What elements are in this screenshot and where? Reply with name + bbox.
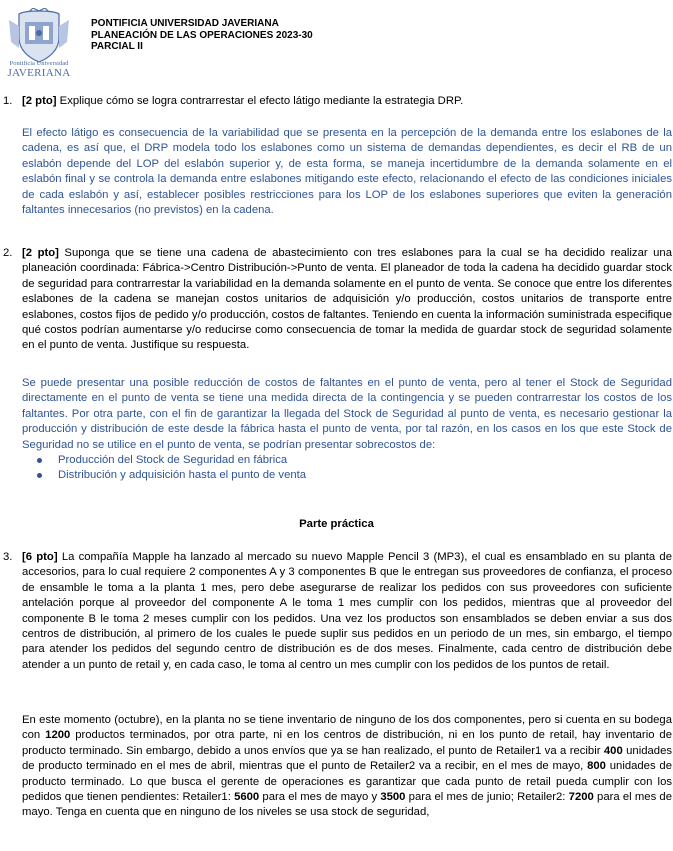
logo-line2: JAVERIANA: [7, 67, 71, 79]
question-2-text: [22, 246, 672, 354]
question-1-number: 1.: [3, 95, 13, 107]
question-3-points: [6 pto]: [22, 551, 58, 563]
answer-2-text: Se puede presentar una posible reducción de costos de faltantes en el punto de venta, pero al tener el Stock de Seguridad directamente en el punto de venta se tiene una medida directa de la contingencia y se pueden contrarrestar los costos de los faltantes. Por otra parte, con el fin de garantizar la llegada del Stock de Seguridad al punto de venta, es necesario gestionar la producción y distribución de este desde la fábrica hasta el punto de venta, por tal razón, en los casos en los que este Stock de Seguridad no se utilice en el punto de venta, se podrían presentar sobrecostos de:: [22, 377, 672, 451]
question-1-prompt: Explique cómo se logra contrarrestar el efecto látigo mediante la estrategia DRP.: [56, 95, 464, 107]
question-2-number: 2.: [3, 247, 13, 259]
value-3500: 3500: [380, 791, 406, 804]
text-segment: para el mes de junio; Retailer2:: [405, 791, 569, 804]
logo-line1: Pontificia Universidad: [9, 60, 69, 67]
text-segment: productos terminados, por otra parte, ni en los centros de distribución, ni en los punto de retail, hay inventario de producto terminado. Sin embargo, debido a unos envíos que ya se han realizado, el punto de Retailer1 va a recibir: [22, 729, 672, 757]
bullet-item: Producción del Stock de Seguridad en fábrica: [22, 453, 672, 468]
text-segment: para el mes de mayo. Tenga en cuenta que en ninguno de los niveles se usa stock de seguridad,: [22, 791, 672, 819]
text-segment: unidades de producto terminado en el mes de abril, mientras que el punto de Retailer2 va a recibir, en el mes de mayo,: [22, 744, 672, 773]
exam-name: PARCIAL II: [91, 41, 143, 52]
question-1-text: [22, 94, 672, 109]
question-2-prompt: Suponga que se tiene una cadena de abastecimiento con tres eslabones para la cual se ha decidido realizar una planeación coordinada: Fábrica->Centro Distribución->Punto de venta. El planeador de toda la cadena ha decidido guardar stock de seguridad para contrarrestar la variabilidad en la demanda solamente en el punto de venta. Se conoce que entre los diferentes eslabones de la cadena se manejan costos unitarios de adquisición y/o producción, costos unitarios de transporte entre eslabones, costos fijos de pedido y/o producción, costos de faltantes. Teniendo en cuenta la información suministrada especifique qué costos podrían aumentarse y/o reducirse como consecuencia de tomar la medida de guardar stock de seguridad solamente en el punto de venta. Justifique su respuesta.: [22, 247, 672, 352]
page-header: [5, 8, 665, 80]
course-name: PLANEACIÓN DE LAS OPERACIONES 2023-30: [91, 29, 313, 41]
question-3-paragraph-2: [22, 713, 672, 821]
question-2-points: [2 pto]: [22, 247, 59, 259]
value-400: 400: [603, 744, 623, 757]
text-segment: unidades de producto terminado. Lo que busca el gerente de operaciones es garantizar que cada punto de retail pueda cumplir con los pedidos que tienen pendientes: Retailer1:: [22, 760, 672, 804]
answer-1: El efecto látigo es consecuencia de la variabilidad que se presenta en la percepción de la demanda entre los eslabones de la cadena, es así que, el DRP modela todo los eslabones como un sistema de demandas dependientes, es decir el RB de un eslabón depende del LOP del eslabón superior y, de esta forma, se maneja incertidumbre de la demanda solamente en el eslabón final y se controla la demanda entre eslabones mitigando este efecto, relacionando el efecto de las condiciones iniciales de cada eslabón y así, establecer posibles restricciones para los LOP de los eslabones superiores que eviten la generación faltantes innecesarios (no previstos) en la cadena.: [22, 127, 672, 217]
section-title: Parte práctica: [299, 518, 374, 530]
header-text: [91, 18, 313, 53]
text-segment: para el mes de mayo y: [259, 791, 381, 804]
question-3-number: 3.: [3, 551, 13, 563]
value-800: 800: [587, 760, 606, 773]
university-name: PONTIFICIA UNIVERSIDAD JAVERIANA: [91, 18, 279, 29]
answer-2-bullets: [22, 453, 672, 484]
university-logo: [5, 8, 73, 80]
bullet-item: Distribución y adquisición hasta el punto de venta: [22, 468, 672, 483]
question-3-paragraph-1: [22, 550, 672, 673]
question-1-points: [2 pto]: [22, 95, 57, 107]
value-7200: 7200: [568, 791, 594, 804]
answer-2: [22, 376, 672, 484]
question-3-text: La compañía Mapple ha lanzado al mercado su nuevo Mapple Pencil 3 (MP3), el cual es ensamblado en su planta de accesorios, para lo cual requiere 2 componentes A y 3 componentes B que le entregan sus proveedores de confianza, el proceso de ensamble le toma a la planta 1 mes, pero debe asegurarse de realizar los pedidos con sus proveedores con suficiente antelación porque al proveedor del componente A le toma 1 mes cumplir con los pedidos, mientras que al proveedor del componente B le toma 2 meses cumplir con los pedidos. Una vez los productos son ensamblados se deben enviar a sus dos centros de distribución, al primero de los cuales le puede suplir sus pedidos en un periodo de un mes, sin embargo, el tiempo para atender los pedidos del segundo centro de distribución es de dos meses. Finalmente, cada centro de distribución debe atender a un punto de retail y, en cada caso, le toma al centro un mes cumplir con los pedidos de los puntos de retail.: [22, 551, 672, 671]
value-1200: 1200: [45, 729, 71, 742]
text-segment: En este momento (octubre), en la planta no se tiene inventario de ninguno de los dos componentes, pero si cuenta en su bodega con: [22, 714, 672, 742]
value-5600: 5600: [234, 791, 260, 804]
